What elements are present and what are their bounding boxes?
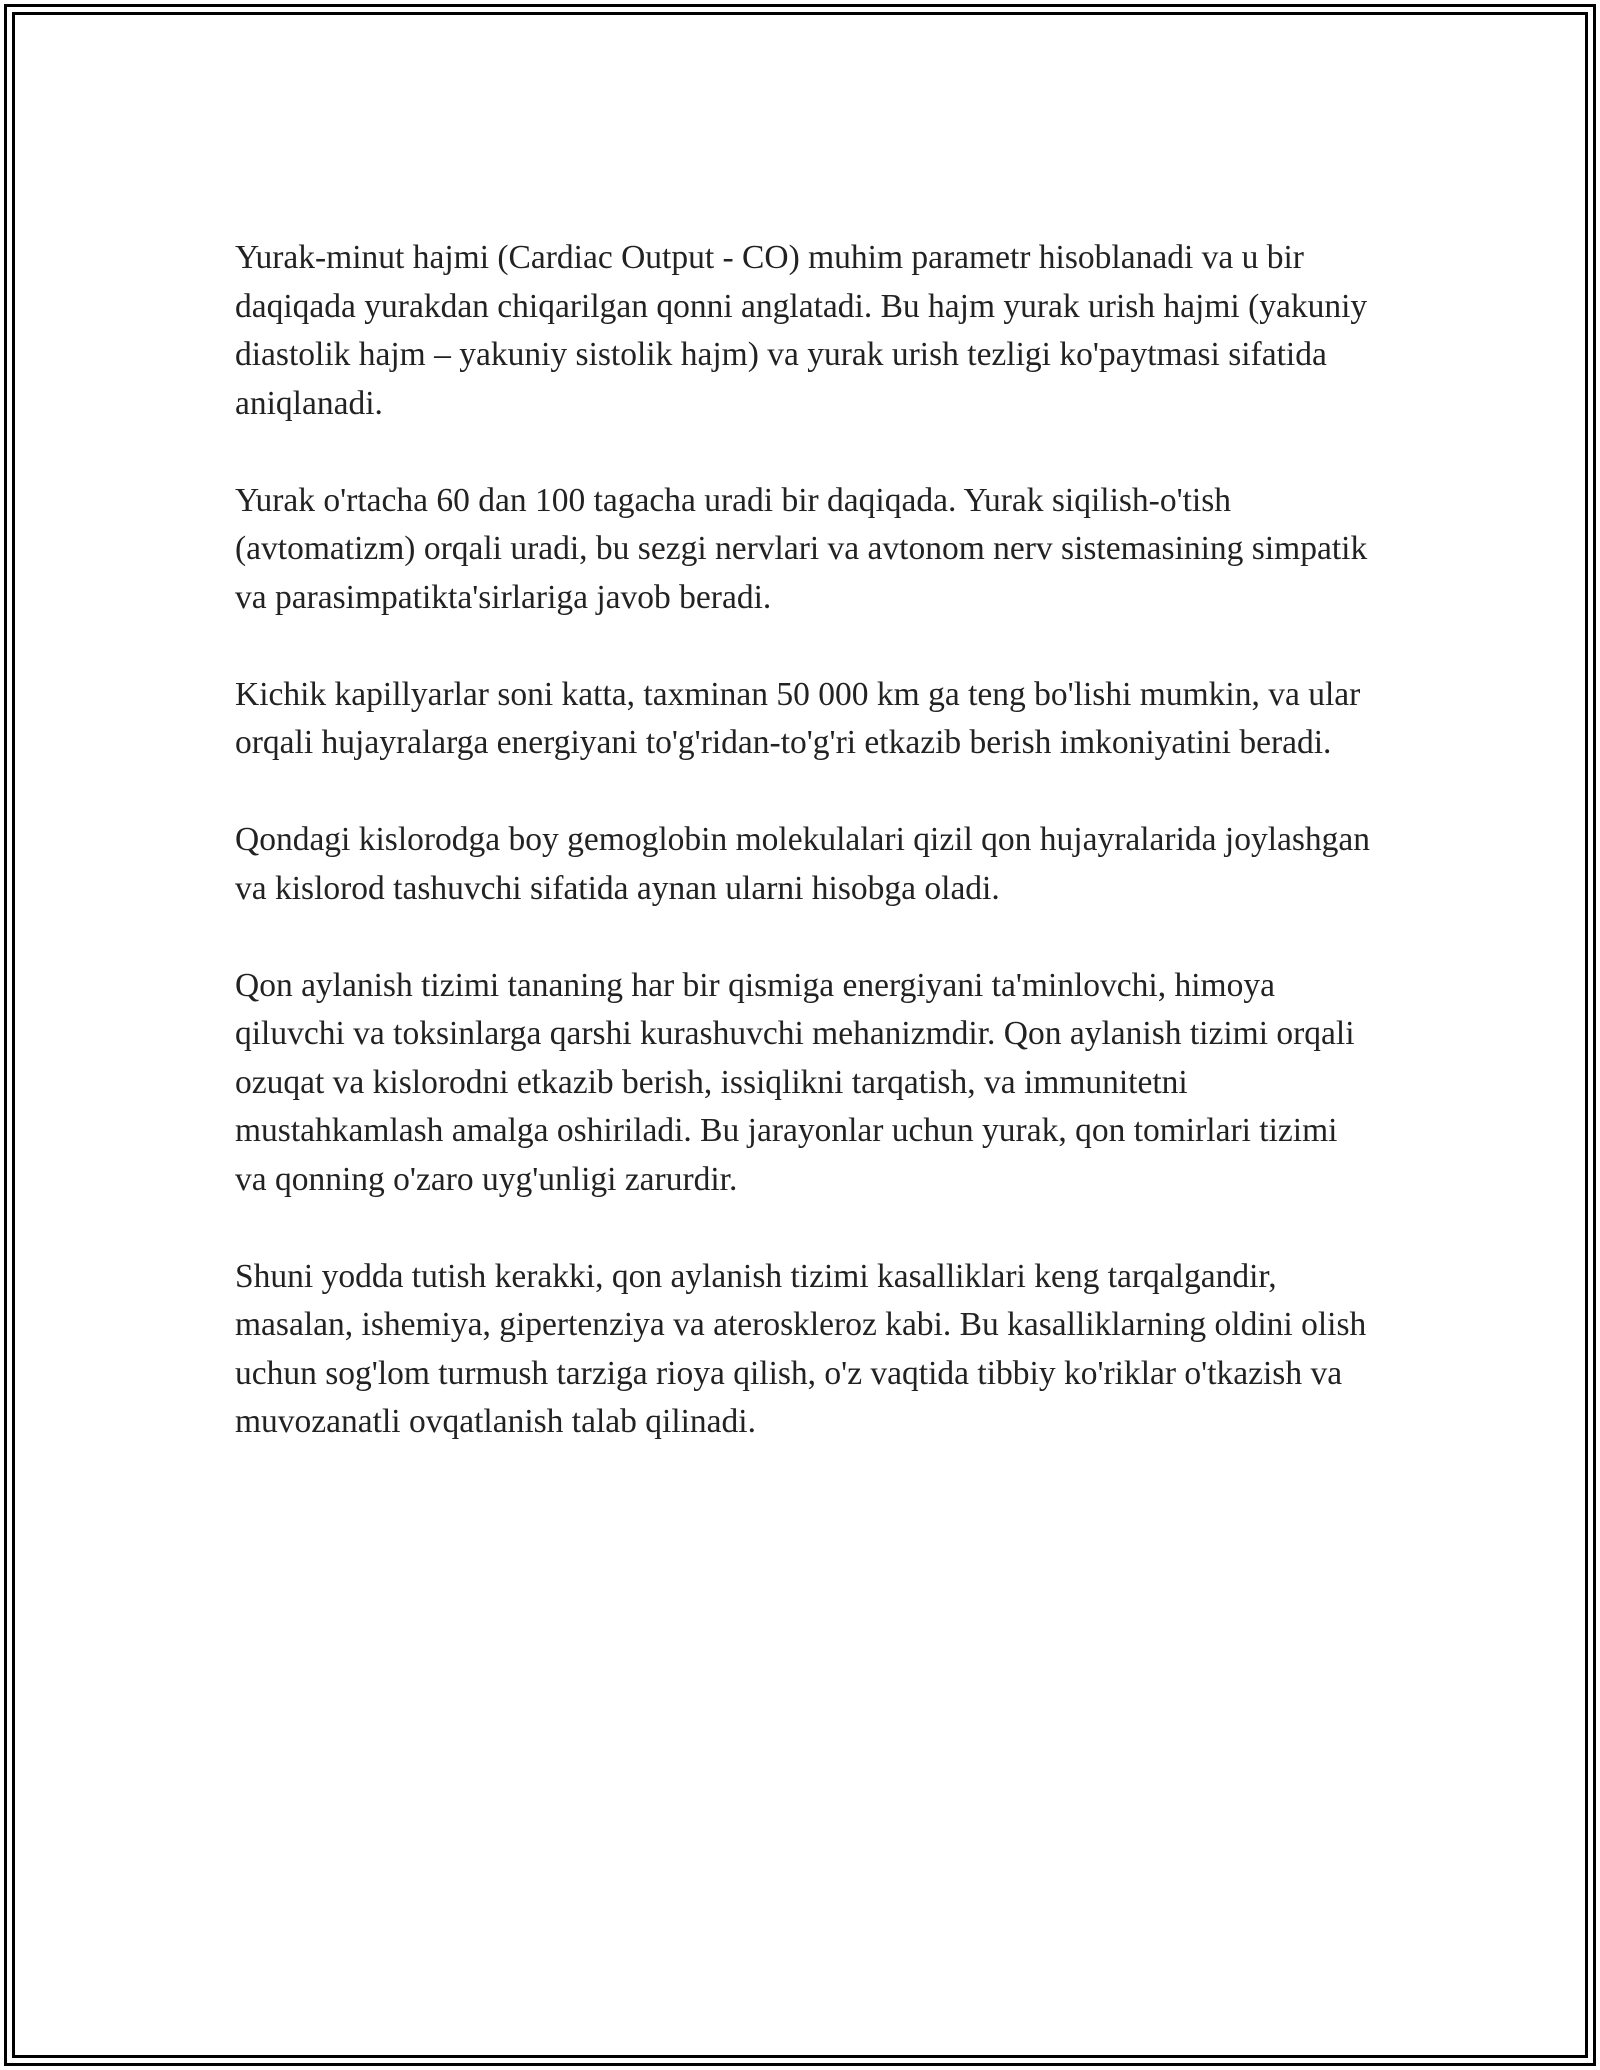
paragraph-hemoglobin: Qondagi kislorodga boy gemoglobin molekulalari qizil qon hujayralarida joylashgan va kislorod tashuvchi sifatida aynan ularni hisobga oladi. [235,821,1371,907]
paragraph-circulatory-system: Qon aylanish tizimi tananing har bir qismiga energiyani ta'minlovchi, himoya qiluvchi va toksinlarga qarshi kurashuvchi mehanizmdir. Qon aylanish tizimi orqali ozuqat va kislorodni etkazib berish, issiqlikni tarqatish, va immunitetni mustahkamlash amalga oshiriladi. Bu jarayonlar uchun yurak, qon tomirlari tizimi va qonning o'zaro uyg'unligi zarurdir. [235,966,1355,1198]
paragraph-diseases: Shuni yodda tutish kerakki, qon aylanish tizimi kasalliklari keng tarqalgandir, masalan, ishemiya, gipertenziya va ateroskleroz kabi. Bu kasalliklarning oldini olish uchun sog'lom turmush tarziga rioya qilish, o'z vaqtida tibbiy ko'riklar o'tkazish va muvozanatli ovqatlanish talab qilinadi. [235,1257,1367,1440]
paragraph-cardiac-output: Yurak-minut hajmi (Cardiac Output - CO) muhim parametr hisoblanadi va u bir daqiqada yurakdan chiqarilgan qonni anglatadi. Bu hajm yurak urish hajmi (yakuniy diastolik hajm – yakuniy sistolik hajm) va yurak urish tezligi ko'paytmasi sifatida aniqlanadi. [235,239,1368,422]
paragraph-capillaries: Kichik kapillyarlar soni katta, taxminan 50 000 km ga teng bo'lishi mumkin, va ular orqali hujayralarga energiyani to'g'ridan-to'g'ri etkazib berish imkoniyatini beradi. [235,675,1361,761]
document-body [235,234,1375,1495]
paragraph-heart-rate: Yurak o'rtacha 60 dan 100 tagacha uradi bir daqiqada. Yurak siqilish-o'tish (avtomatizm) orqali uradi, bu sezgi nervlari va avtonom nerv sistemasining simpatik va parasimpatikta'sirlariga javob beradi. [235,481,1368,616]
